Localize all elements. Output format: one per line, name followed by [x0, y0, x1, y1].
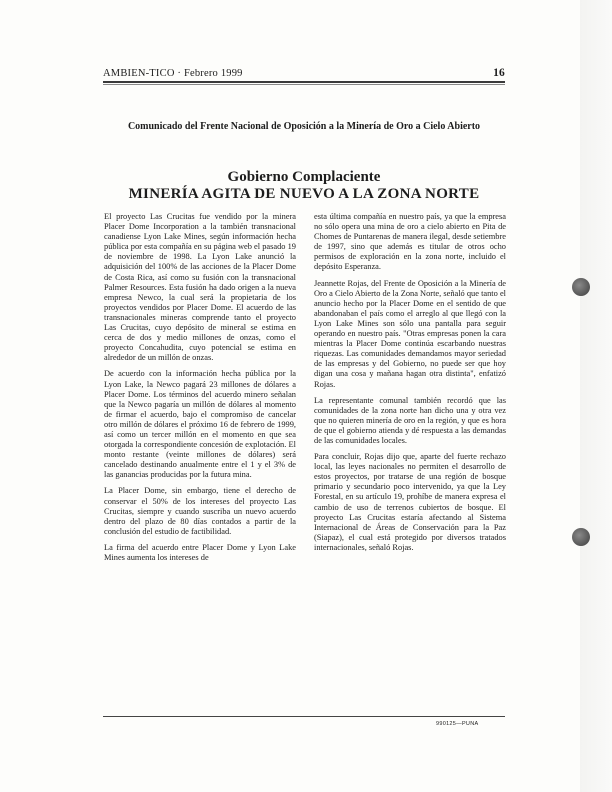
article-subtitle: MINERÍA AGITA DE NUEVO A LA ZONA NORTE [128, 186, 480, 202]
article-title: Gobierno Complaciente [227, 169, 381, 185]
page-number: 16 [493, 67, 505, 79]
paragraph: Para concluir, Rojas dijo que, aparte del fuerte rechazo local, las leyes nacionales no permiten el desarrollo de estos proyectos, por tratarse de una región de bosque primario y secundario poco intervenido, ya que la Ley Forestal, en su artículo 19, prohíbe de manera expresa el cambio de uso de terrenos cubiertos de bosque. El proyecto Las Crucitas estaría afectando al Sistema Internacional de Áreas de Conservación para la Paz (Siapaz), el cual está protegido por diversos tratados internacionales, señaló Rojas. [314, 452, 506, 552]
punch-hole-top [572, 278, 590, 296]
scan-edge [580, 0, 612, 792]
paragraph: La firma del acuerdo entre Placer Dome y Lyon Lake Mines aumenta los intereses de [104, 542, 296, 562]
paragraph: Jeannette Rojas, del Frente de Oposición a la Minería de Oro a Cielo Abierto de la Zona Norte, señaló que tanto el anuncio hecho por la Placer Dome en el sentido de que abandonaban el país como el arreglo al que llegó con la Lyon Lake Mines son sólo una pantalla para seguir operando en nuestro país. "Otras empresas ponen la cara mientras la Placer Dome continúa escarbando nuestras riquezas. Las comunidades demandamos mayor seriedad de las empresas y del Gobierno, no puede ser que hoy digan una cosa y mañana hagan otra distinta", enfatizó Rojas. [314, 278, 506, 389]
header-rule [103, 81, 505, 83]
footer-code: 990125—PUNA [436, 721, 479, 727]
punch-hole-bottom [572, 528, 590, 546]
header-rule-thin [103, 84, 505, 85]
footer-rule [103, 716, 505, 717]
communique-heading: Comunicado del Frente Nacional de Oposición a la Minería de Oro a Cielo Abierto [127, 121, 481, 132]
paragraph: La Placer Dome, sin embargo, tiene el derecho de conservar el 50% de los intereses del proyecto Las Crucitas, siempre y cuando suscriba un nuevo acuerdo dentro del plazo de 80 días contados a partir de la conclusión del estudio de factibilidad. [104, 486, 296, 536]
left-column [104, 212, 296, 569]
publication-date: AMBIEN-TICO · Febrero 1999 [103, 68, 243, 79]
right-column [314, 212, 506, 559]
paragraph: La representante comunal también recordó que las comunidades de la zona norte han dicho una y otra vez que no quieren minería de oro en la región, y que es hora de que el gobierno atienda y dé respuesta a las demandas de las comunidades locales. [314, 395, 506, 445]
paragraph: El proyecto Las Crucitas fue vendido por la minera Placer Dome Incorporation a la también transnacional canadiense Lyon Lake Mines, según información hecha pública por esta compañía en su página web el pasado 19 de noviembre de 1998. La Lyon Lake anunció la adquisición del 100% de las acciones de la Placer Dome de Costa Rica, así como su fusión con la transnacional Palmer Resources. Esta fusión ha dado origen a la nueva empresa Newco, la cual será la propietaria de los proyectos vendidos por Placer Dome. El acuerdo de las transnacionales mineras comprende tanto el proyecto Las Crucitas, cuyo depósito de mineral se estima en cerca de dos y medio millones de onzas, como el proyecto Concahudita, cuyo potencial se estima en alrededor de un millón de onzas. [104, 212, 296, 363]
paragraph: De acuerdo con la información hecha pública por la Lyon Lake, la Newco pagará 23 millones de dólares a Placer Dome. Los términos del acuerdo minero señalan que la Newco pagaría un millón de dólares al momento de firmar el acuerdo, bajo el compromiso de cancelar otro millón de dólares el próximo 16 de febrero de 1999, así como un tercer millón en el momento en que sea otorgada la correspondiente concesión de explotación. El monto restante (veinte millones de dólares) será cancelado destinando anualmente entre el 1 y el 3% de las ganancias producidas por la futura mina. [104, 369, 296, 480]
paragraph: esta última compañía en nuestro país, ya que la empresa no sólo opera una mina de oro a cielo abierto en Pita de Chomes de Puntarenas de manera ilegal, desde setiembre de 1997, sino que además es titular de otros ocho permisos de exploración en la zona norte, incluido el depósito Esperanza. [314, 212, 506, 272]
